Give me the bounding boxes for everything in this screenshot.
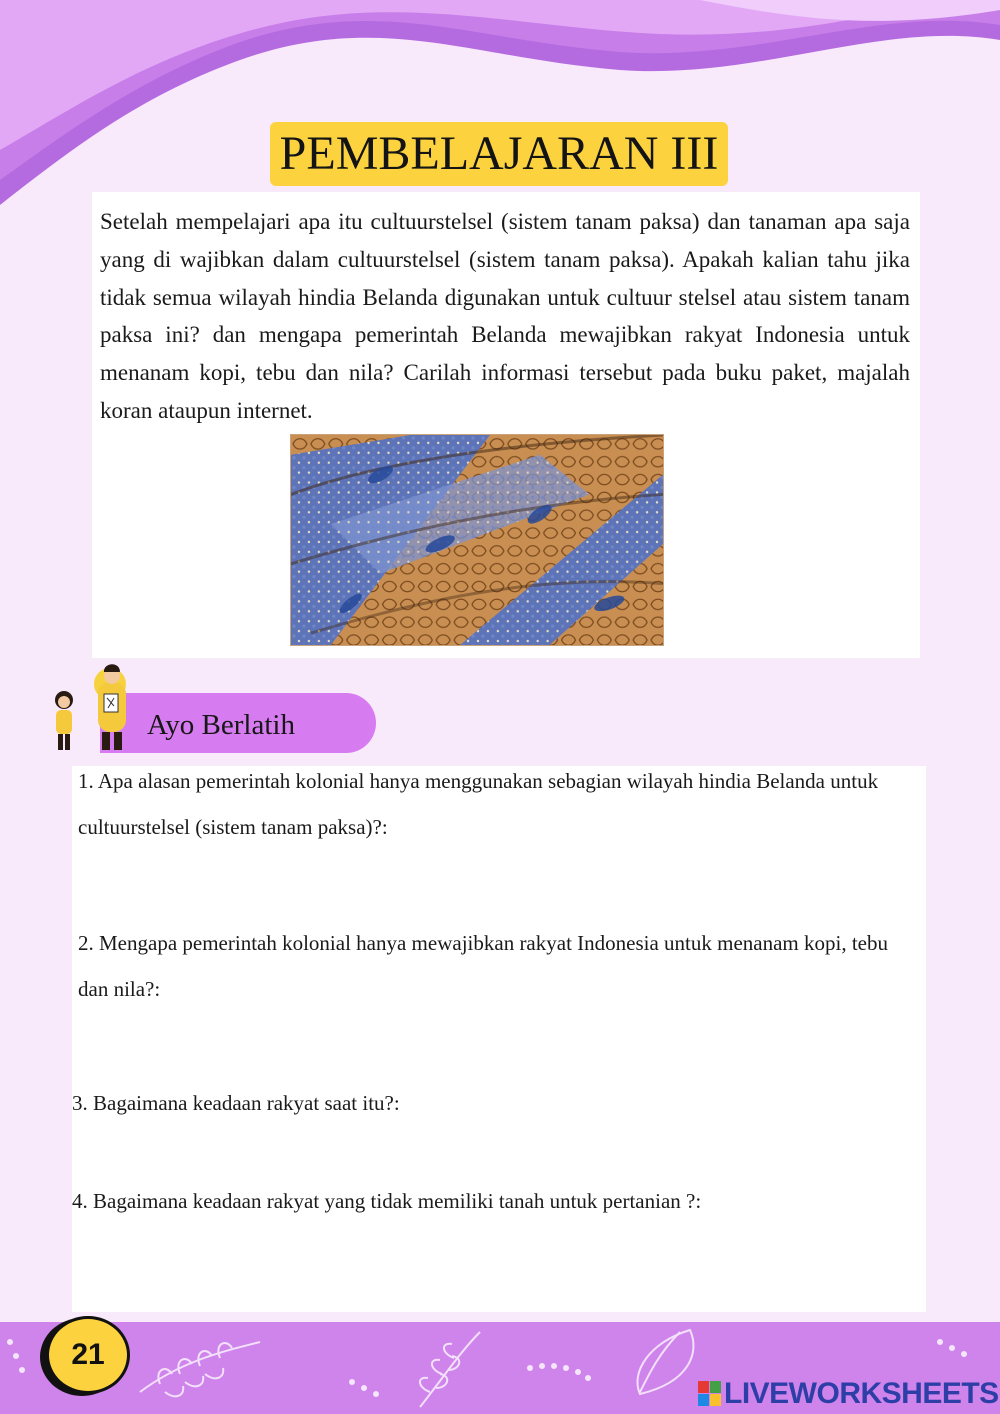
page-title: PEMBELAJARAN III (270, 122, 728, 186)
question-1: 1. Apa alasan pemerintah kolonial hanya menggunakan sebagian wilayah hindia Belanda untuk cultuurstelsel (sistem tanam paksa)?: (78, 769, 879, 839)
kids-illustration (44, 656, 144, 756)
question-4: 4. Bagaimana keadaan rakyat yang tidak memiliki tanah untuk pertanian ?: (72, 1189, 702, 1213)
page-number-badge: 21 (46, 1316, 130, 1394)
question-3: 3. Bagaimana keadaan rakyat saat itu?: (72, 1091, 400, 1115)
intro-paragraph: Setelah mempelajari apa itu cultuurstelsel (sistem tanam paksa) dan tanaman apa saja yang di wajibkan dalam cultuurstelsel (sistem tanam paksa). Apakah kalian tahu jika tidak semua wilayah hindia Belanda digunakan untuk cultuur stelsel atau sistem tanam paksa ini? dan mengapa pemerintah Belanda mewajibkan rakyat Indonesia untuk menanam kopi, tebu dan nila? Carilah informasi tersebut pada buku paket, majalah koran ataupun internet. (100, 209, 910, 423)
batik-image (290, 434, 664, 646)
liveworksheets-logo-icon (698, 1381, 722, 1407)
brand-text: LIVEWORKSHEETS (724, 1377, 999, 1410)
liveworksheets-brand[interactable] (698, 1378, 999, 1410)
question-2: 2. Mengapa pemerintah kolonial hanya mewajibkan rakyat Indonesia untuk menanam kopi, tebu dan nila?: (78, 931, 889, 1001)
section-header-label: Ayo Berlatih (147, 709, 295, 741)
